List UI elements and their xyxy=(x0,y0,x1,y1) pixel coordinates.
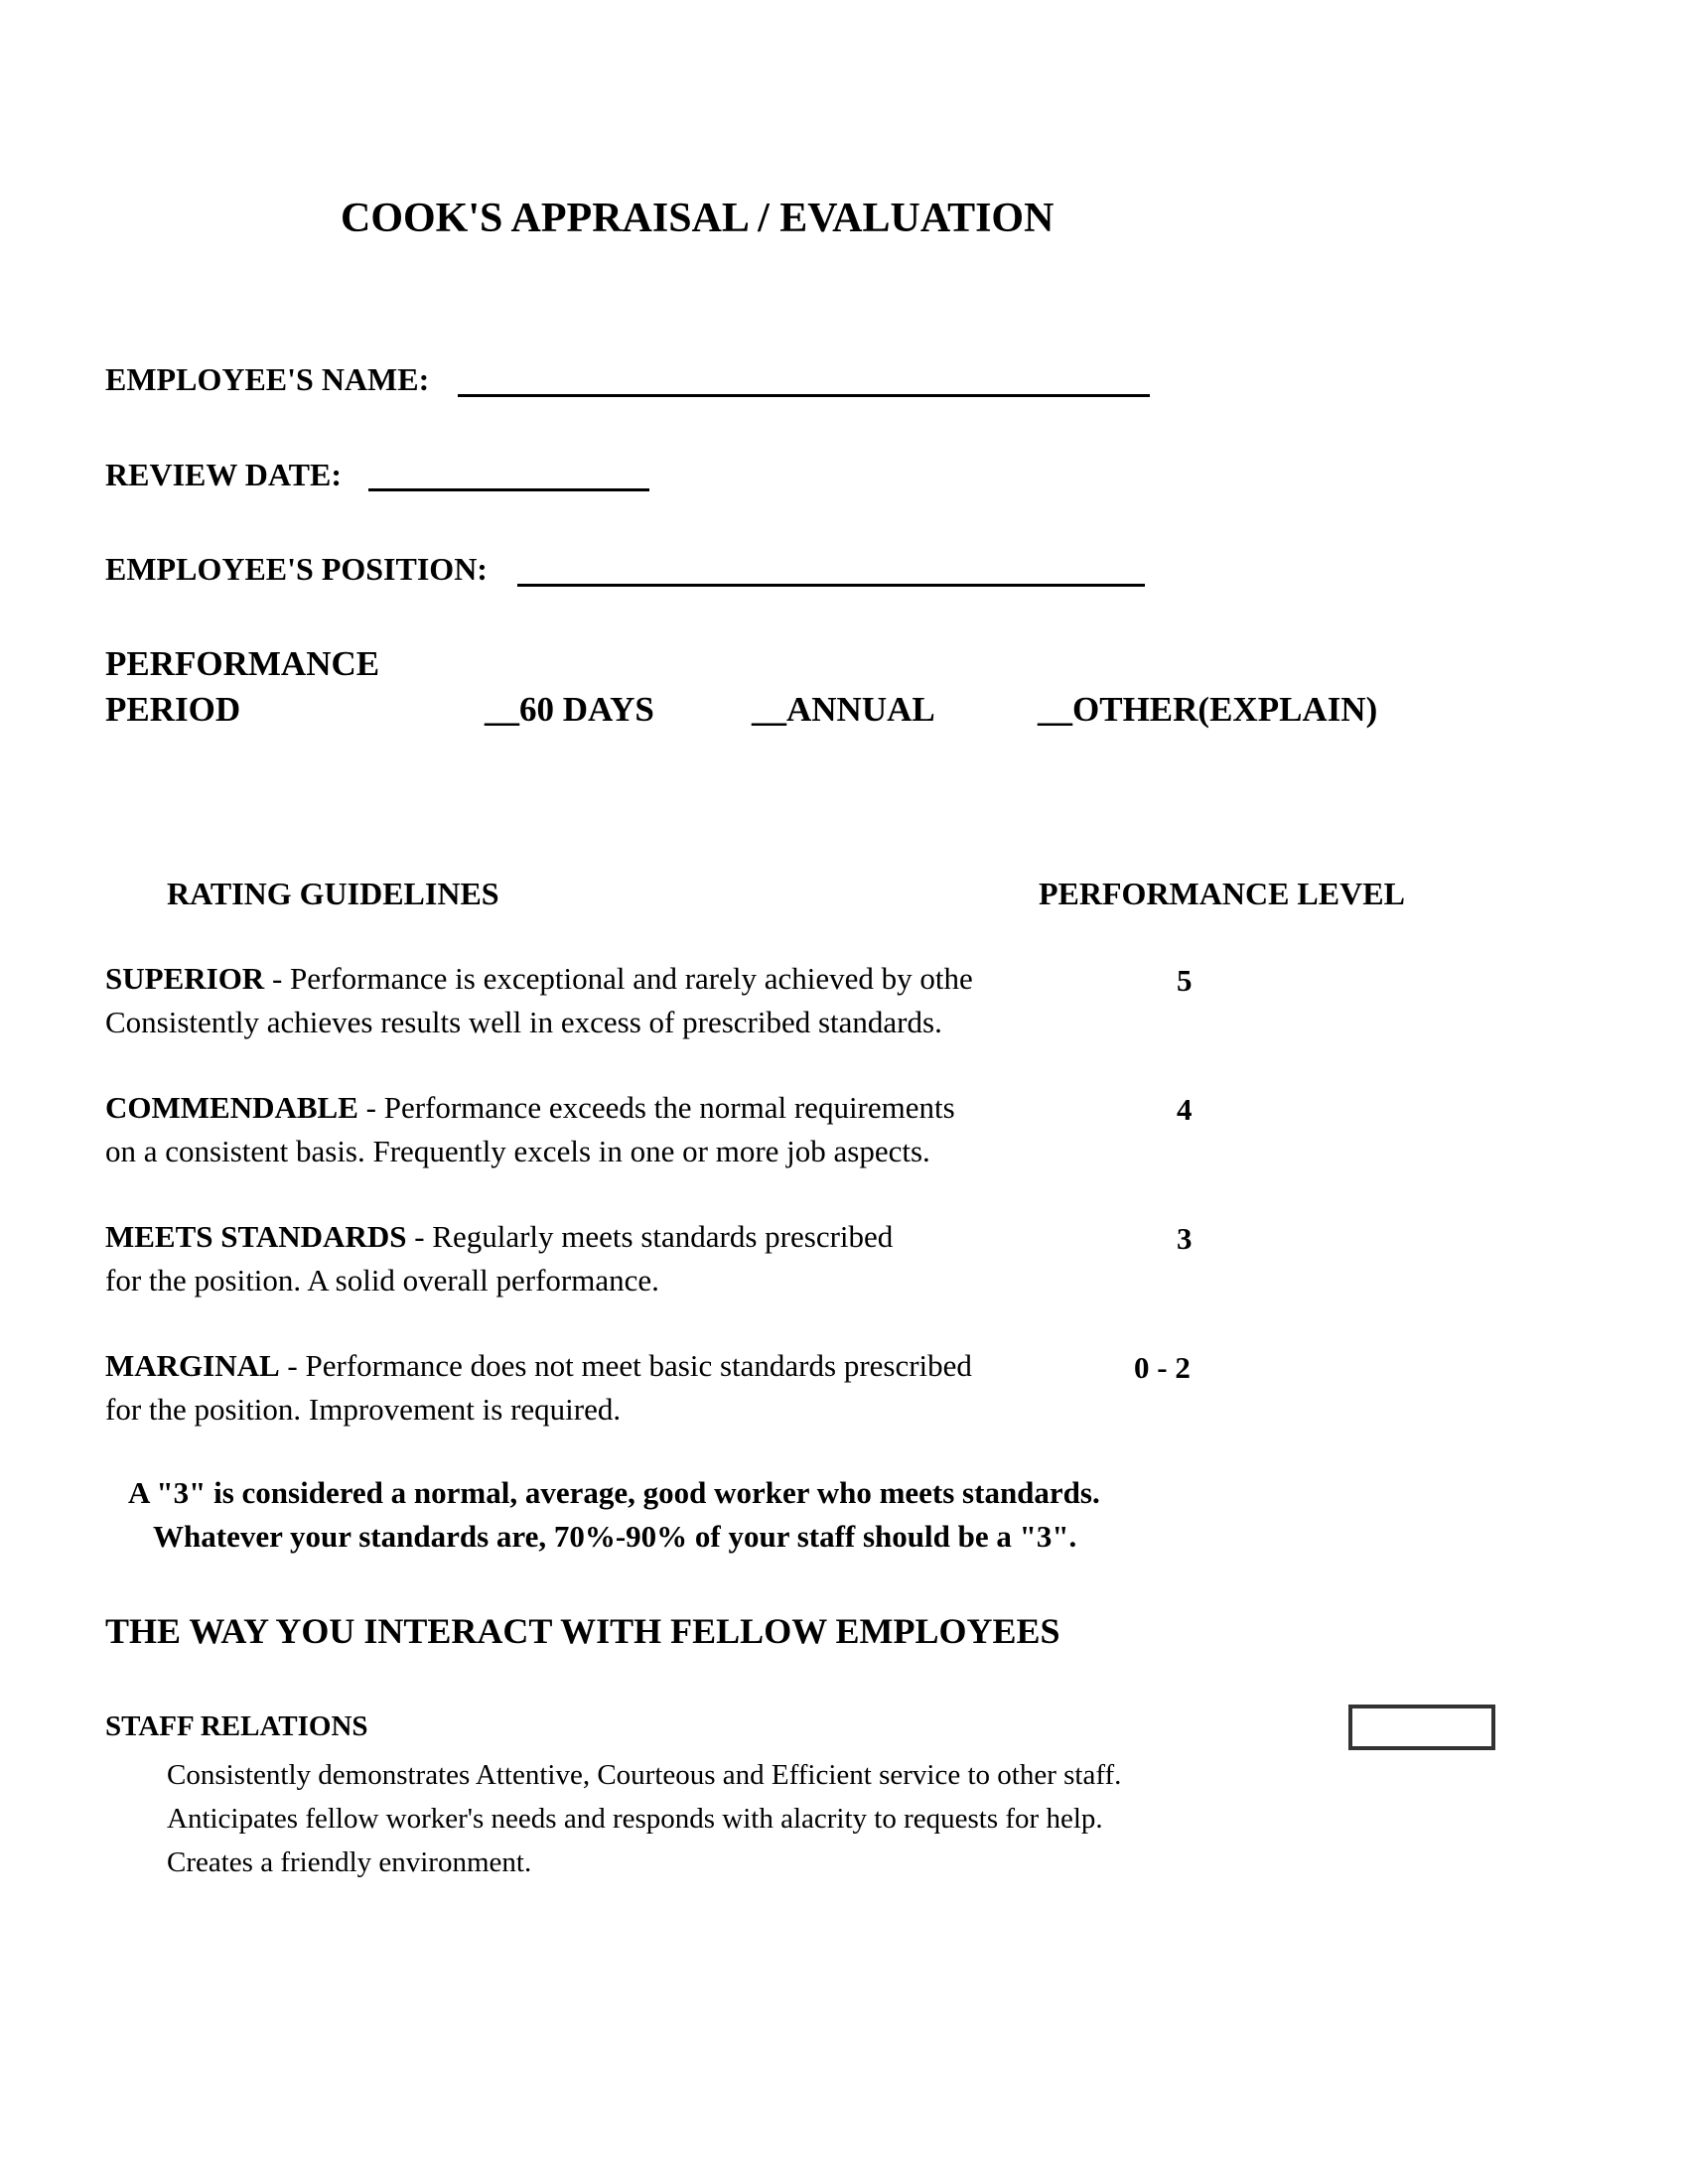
staff-relations-score-box[interactable] xyxy=(1348,1705,1495,1750)
rating-commendable xyxy=(105,1086,955,1173)
staff-relations-description xyxy=(167,1753,1121,1884)
employee-position-label: EMPLOYEE'S POSITION: xyxy=(105,551,488,587)
rating-description-line2: Consistently achieves results well in excess of prescribed standards. xyxy=(105,1005,942,1039)
review-date-label: REVIEW DATE: xyxy=(105,457,342,492)
rating-level-meets-standards: 3 xyxy=(1177,1221,1193,1256)
staff-relations-heading: STAFF RELATIONS xyxy=(105,1710,368,1742)
rating-description-line1: - Performance is exceptional and rarely achieved by othe xyxy=(264,961,973,996)
rating-marginal xyxy=(105,1344,972,1432)
employee-name-label: EMPLOYEE'S NAME: xyxy=(105,361,430,397)
rating-level-marginal: 0 - 2 xyxy=(1134,1350,1191,1385)
performance-period-label-line1: PERFORMANCE xyxy=(105,644,380,683)
performance-level-header: PERFORMANCE LEVEL xyxy=(1039,876,1405,911)
section-title: THE WAY YOU INTERACT WITH FELLOW EMPLOYEES xyxy=(105,1611,1060,1651)
rating-guidelines-header: RATING GUIDELINES xyxy=(167,876,499,911)
period-option-60-days[interactable]: __60 DAYS xyxy=(485,690,654,729)
rating-name: MEETS STANDARDS xyxy=(105,1219,407,1254)
employee-name-field[interactable] xyxy=(458,394,1150,397)
description-line: Creates a friendly environment. xyxy=(167,1846,532,1878)
performance-period-label-line2: PERIOD xyxy=(105,690,241,729)
rating-description-line2: for the position. A solid overall performance. xyxy=(105,1263,659,1297)
review-date-field[interactable] xyxy=(368,488,649,491)
rating-name: COMMENDABLE xyxy=(105,1090,358,1125)
rating-description-line1: - Regularly meets standards prescribed xyxy=(406,1219,894,1254)
rating-superior xyxy=(105,957,973,1044)
period-option-other[interactable]: __OTHER(EXPLAIN) xyxy=(1038,690,1378,729)
page-title: COOK'S APPRAISAL / EVALUATION xyxy=(341,196,1055,241)
rating-level-superior: 5 xyxy=(1177,963,1193,998)
rating-name: SUPERIOR xyxy=(105,961,265,996)
rating-level-commendable: 4 xyxy=(1177,1092,1193,1127)
description-line: Anticipates fellow worker's needs and responds with alacrity to requests for help. xyxy=(167,1803,1103,1835)
rating-description-line1: - Performance exceeds the normal requirements xyxy=(357,1090,955,1125)
note-line2: Whatever your standards are, 70%-90% of your staff should be a "3". xyxy=(153,1519,1077,1554)
rating-description-line2: for the position. Improvement is required. xyxy=(105,1392,622,1427)
rating-meets-standards xyxy=(105,1215,893,1302)
rating-description-line2: on a consistent basis. Frequently excels in one or more job aspects. xyxy=(105,1134,930,1168)
rating-name: MARGINAL xyxy=(105,1348,280,1383)
description-line: Consistently demonstrates Attentive, Courteous and Efficient service to other staff. xyxy=(167,1759,1122,1791)
rating-description-line1: - Performance does not meet basic standards prescribed xyxy=(279,1348,972,1383)
employee-position-field[interactable] xyxy=(517,584,1145,587)
note-line1: A "3" is considered a normal, average, good worker who meets standards. xyxy=(128,1475,1100,1510)
period-option-annual[interactable]: __ANNUAL xyxy=(752,690,935,729)
